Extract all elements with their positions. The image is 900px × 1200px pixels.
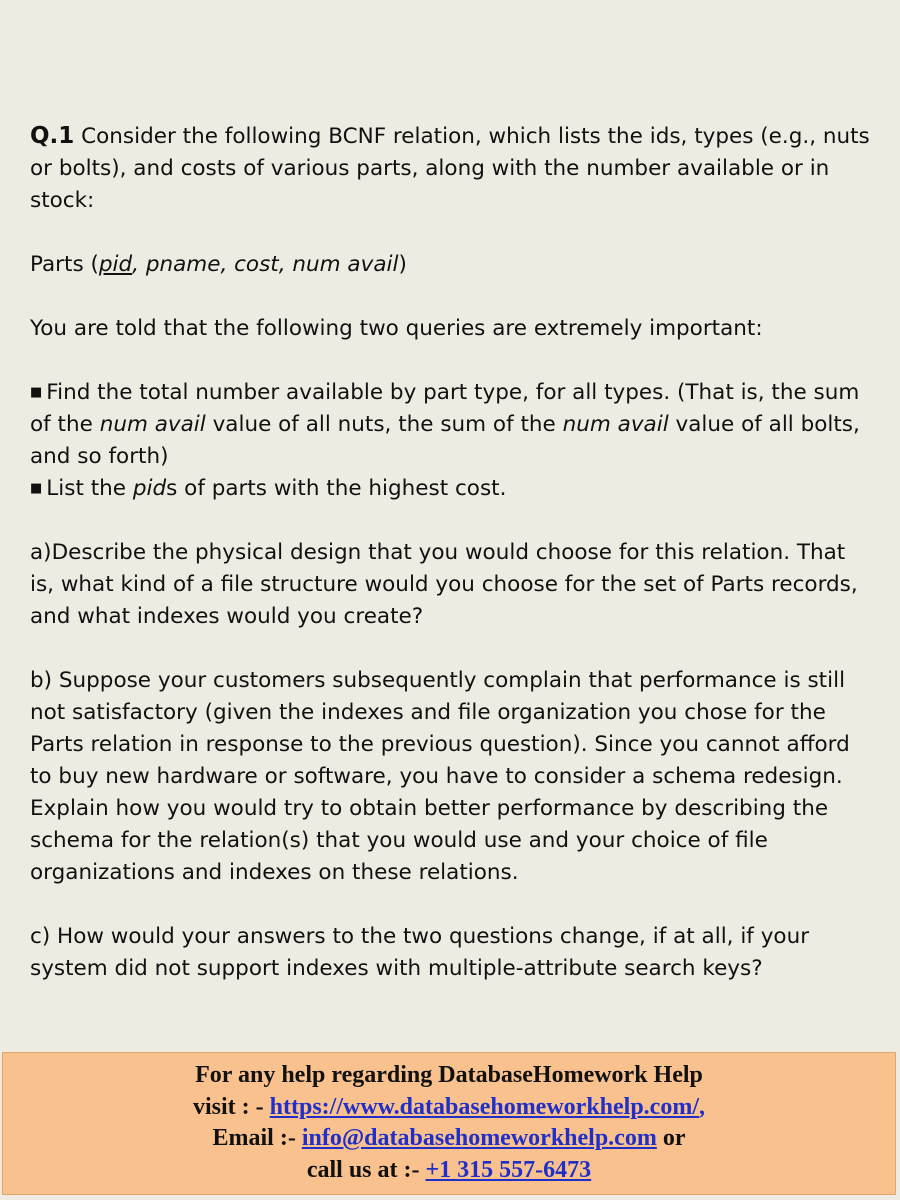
bullet-1-text: Find the total number available by part type, for all types. (That is, the sum of the <box>30 380 860 437</box>
website-link[interactable]: https://www.databasehomeworkhelp.com/ <box>269 1093 699 1120</box>
question-intro-text: Consider the following BCNF relation, which lists the ids, types (e.g., nuts or bolts), and costs of various parts, along with the number available or in stock: <box>30 124 870 213</box>
part-a: a)Describe the physical design that you would choose for this relation. That is, what kind of a file structure would you choose for the set of Parts records, and what indexes would you create? <box>30 540 858 629</box>
question-intro <box>30 120 870 217</box>
part-b: b) Suppose your customers subsequently complain that performance is still not satisfactory (given the indexes and file organization you chose for the Parts relation in response to the previous question). Since you cannot afford to buy new hardware or software, you have to consider a schema redesign. Explain how you would try to obtain better performance by describing the schema for the relation(s) that you would use and your choice of file organizations and indexes on these relations. <box>30 668 850 885</box>
relation-schema <box>30 249 870 281</box>
email-label: Email :- <box>212 1125 302 1151</box>
schema-key: pid <box>98 252 133 277</box>
bullet-1-em: num avail <box>562 412 669 437</box>
bullet-icon: ■ <box>30 385 43 400</box>
email-suffix: or <box>656 1125 686 1151</box>
bullet-icon: ■ <box>30 481 43 496</box>
footer-line-call <box>3 1155 895 1187</box>
queries-intro: You are told that the following two queries are extremely important: <box>30 316 763 341</box>
schema-attributes: , pname, cost, num avail <box>132 252 399 277</box>
bullet-2-em: pid <box>132 476 167 501</box>
bullet-1-text: value of all bolts, and so forth) <box>30 412 860 469</box>
bullet-2-text: List the <box>46 476 133 501</box>
visit-label: visit : - <box>192 1093 270 1120</box>
schema-close: ) <box>398 252 407 277</box>
bullet-1-text: value of all nuts, the sum of the <box>205 412 563 437</box>
schema-name: Parts ( <box>30 252 99 277</box>
query-bullet-1 <box>30 377 870 473</box>
phone-link[interactable]: +1 315 557-6473 <box>425 1156 592 1183</box>
help-footer <box>2 1052 896 1195</box>
question-number: Q.1 <box>30 123 75 149</box>
query-bullet-2 <box>30 473 870 505</box>
footer-line-email <box>3 1123 895 1155</box>
email-link[interactable]: info@databasehomeworkhelp.com <box>301 1125 657 1151</box>
footer-line-visit <box>3 1092 895 1124</box>
comma: , <box>699 1093 705 1120</box>
call-label: call us at :- <box>306 1156 426 1183</box>
footer-line-1: For any help regarding DatabaseHomework Help <box>195 1062 703 1088</box>
bullet-1-em: num avail <box>99 412 206 437</box>
bullet-2-text: s of parts with the highest cost. <box>166 476 507 501</box>
part-c: c) How would your answers to the two questions change, if at all, if your system did not support indexes with multiple-attribute search keys? <box>30 924 810 981</box>
question-content <box>30 120 870 985</box>
